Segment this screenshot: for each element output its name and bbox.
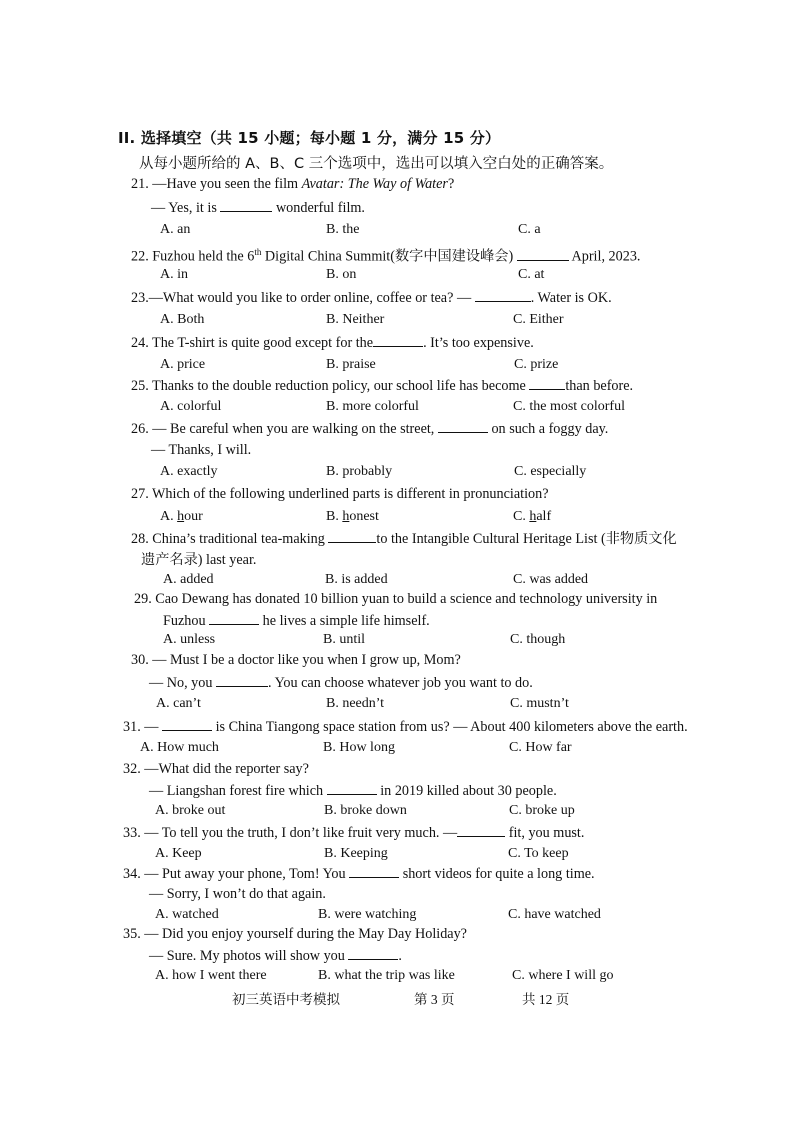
answer-blank[interactable] bbox=[475, 288, 531, 302]
option-a: A. an bbox=[160, 222, 191, 237]
answer-blank[interactable] bbox=[220, 198, 272, 212]
option-b: B. is added bbox=[325, 572, 388, 587]
option-b: B. praise bbox=[326, 357, 376, 372]
option-c: C. where I will go bbox=[512, 968, 614, 983]
section-title: II. 选择填空（共 15 小题；每小题 1 分，满分 15 分） bbox=[118, 129, 501, 147]
option-c: C. at bbox=[518, 267, 545, 282]
option-a: A. Both bbox=[160, 312, 205, 327]
option-c: C. a bbox=[518, 222, 541, 237]
question-26-line-2: — Thanks, I will. bbox=[151, 442, 252, 458]
option-b: B. probably bbox=[326, 464, 393, 479]
question-30-line-2: — No, you . You can choose whatever job you want to do. bbox=[149, 675, 533, 691]
option-c: C. half bbox=[513, 509, 552, 524]
option-b: B. more colorful bbox=[326, 399, 419, 414]
option-a: A. colorful bbox=[160, 399, 222, 414]
question-26-line-1: 26. — Be careful when you are walking on the street, on such a foggy day. bbox=[131, 421, 609, 437]
section-instruction: 从每小题所给的 A、B、C 三个选项中，选出可以填入空白处的正确答案。 bbox=[139, 156, 614, 172]
answer-blank[interactable] bbox=[457, 823, 505, 837]
question-27-line-1: 27. Which of the following underlined parts is different in pronunciation? bbox=[131, 486, 549, 502]
question-31-line-1: 31. — is China Tiangong space station from us? — About 400 kilometers above the earth. bbox=[123, 719, 688, 735]
question-34-line-2: — Sorry, I won’t do that again. bbox=[149, 886, 326, 902]
question-33-line-1: 33. — To tell you the truth, I don’t like fruit very much. — fit, you must. bbox=[123, 825, 585, 841]
question-34-line-1: 34. — Put away your phone, Tom! You short videos for quite a long time. bbox=[123, 866, 595, 882]
option-c: C. Either bbox=[513, 312, 564, 327]
footer-page-number: 第 3 页 bbox=[414, 992, 455, 1007]
option-c: C. How far bbox=[509, 740, 572, 755]
option-b: B. until bbox=[323, 632, 366, 647]
option-c: C. though bbox=[510, 632, 566, 647]
option-c: C. To keep bbox=[508, 846, 569, 861]
option-b: B. How long bbox=[323, 740, 395, 755]
option-b: B. on bbox=[326, 267, 357, 282]
footer-total-pages: 共 12 页 bbox=[522, 992, 570, 1007]
option-a: A. added bbox=[163, 572, 214, 587]
option-a: A. watched bbox=[155, 907, 219, 922]
option-c: C. have watched bbox=[508, 907, 601, 922]
question-35-line-2: — Sure. My photos will show you . bbox=[149, 948, 402, 964]
question-32-line-2: — Liangshan forest fire which in 2019 killed about 30 people. bbox=[149, 783, 557, 799]
question-21-line-1: 21. —Have you seen the film Avatar: The Way of Water? bbox=[131, 176, 455, 192]
option-b: B. Keeping bbox=[324, 846, 388, 861]
option-b: B. Neither bbox=[326, 312, 385, 327]
answer-blank[interactable] bbox=[209, 611, 259, 625]
option-b: B. what the trip was like bbox=[318, 968, 455, 983]
option-a: A. how I went there bbox=[155, 968, 267, 983]
option-c: C. prize bbox=[514, 357, 559, 372]
option-a: A. exactly bbox=[160, 464, 218, 479]
question-23-line-1: 23.—What would you like to order online, coffee or tea? — . Water is OK. bbox=[131, 290, 612, 306]
option-a: A. in bbox=[160, 267, 188, 282]
option-a: A. hour bbox=[160, 509, 203, 524]
option-a: A. How much bbox=[140, 740, 219, 755]
option-a: A. unless bbox=[163, 632, 216, 647]
option-b: B. honest bbox=[326, 509, 379, 524]
option-b: B. were watching bbox=[318, 907, 417, 922]
answer-blank[interactable] bbox=[162, 717, 212, 731]
question-24-line-1: 24. The T-shirt is quite good except for the . It’s too expensive. bbox=[131, 335, 534, 351]
option-b: B. broke down bbox=[324, 803, 407, 818]
question-35-line-1: 35. — Did you enjoy yourself during the May Day Holiday? bbox=[123, 926, 467, 942]
option-c: C. especially bbox=[514, 464, 587, 479]
question-28-line-2: 遗产名录) last year. bbox=[141, 552, 257, 568]
question-21-line-2: — Yes, it is wonderful film. bbox=[151, 200, 365, 216]
question-32-line-1: 32. —What did the reporter say? bbox=[123, 761, 309, 777]
option-c: C. was added bbox=[513, 572, 589, 587]
question-29-line-2: Fuzhou he lives a simple life himself. bbox=[163, 613, 430, 629]
answer-blank[interactable] bbox=[517, 247, 569, 261]
option-a: A. can’t bbox=[156, 696, 201, 711]
answer-blank[interactable] bbox=[327, 781, 377, 795]
option-a: A. Keep bbox=[155, 846, 202, 861]
answer-blank[interactable] bbox=[349, 864, 399, 878]
question-25-line-1: 25. Thanks to the double reduction policy, our school life has become than before. bbox=[131, 378, 634, 394]
answer-blank[interactable] bbox=[348, 946, 398, 960]
option-b: B. needn’t bbox=[326, 696, 385, 711]
option-a: A. broke out bbox=[155, 803, 226, 818]
answer-blank[interactable] bbox=[373, 333, 423, 347]
option-b: B. the bbox=[326, 222, 360, 237]
option-a: A. price bbox=[160, 357, 206, 372]
answer-blank[interactable] bbox=[216, 673, 268, 687]
question-22-line-1: 22. Fuzhou held the 6th Digital China Summit(数字中国建设峰会) April, 2023. bbox=[131, 247, 641, 265]
option-c: C. mustn’t bbox=[510, 696, 569, 711]
footer-exam-name: 初三英语中考模拟 bbox=[232, 992, 340, 1007]
question-30-line-1: 30. — Must I be a doctor like you when I grow up, Mom? bbox=[131, 652, 461, 668]
option-c: C. broke up bbox=[509, 803, 575, 818]
question-29-line-1: 29. Cao Dewang has donated 10 billion yuan to build a science and technology university in bbox=[134, 591, 658, 607]
answer-blank[interactable] bbox=[328, 529, 376, 543]
option-c: C. the most colorful bbox=[513, 399, 625, 414]
question-28-line-1: 28. China’s traditional tea-making to the Intangible Cultural Heritage List (非物质文化 bbox=[131, 531, 677, 547]
answer-blank[interactable] bbox=[529, 376, 565, 390]
answer-blank[interactable] bbox=[438, 419, 488, 433]
